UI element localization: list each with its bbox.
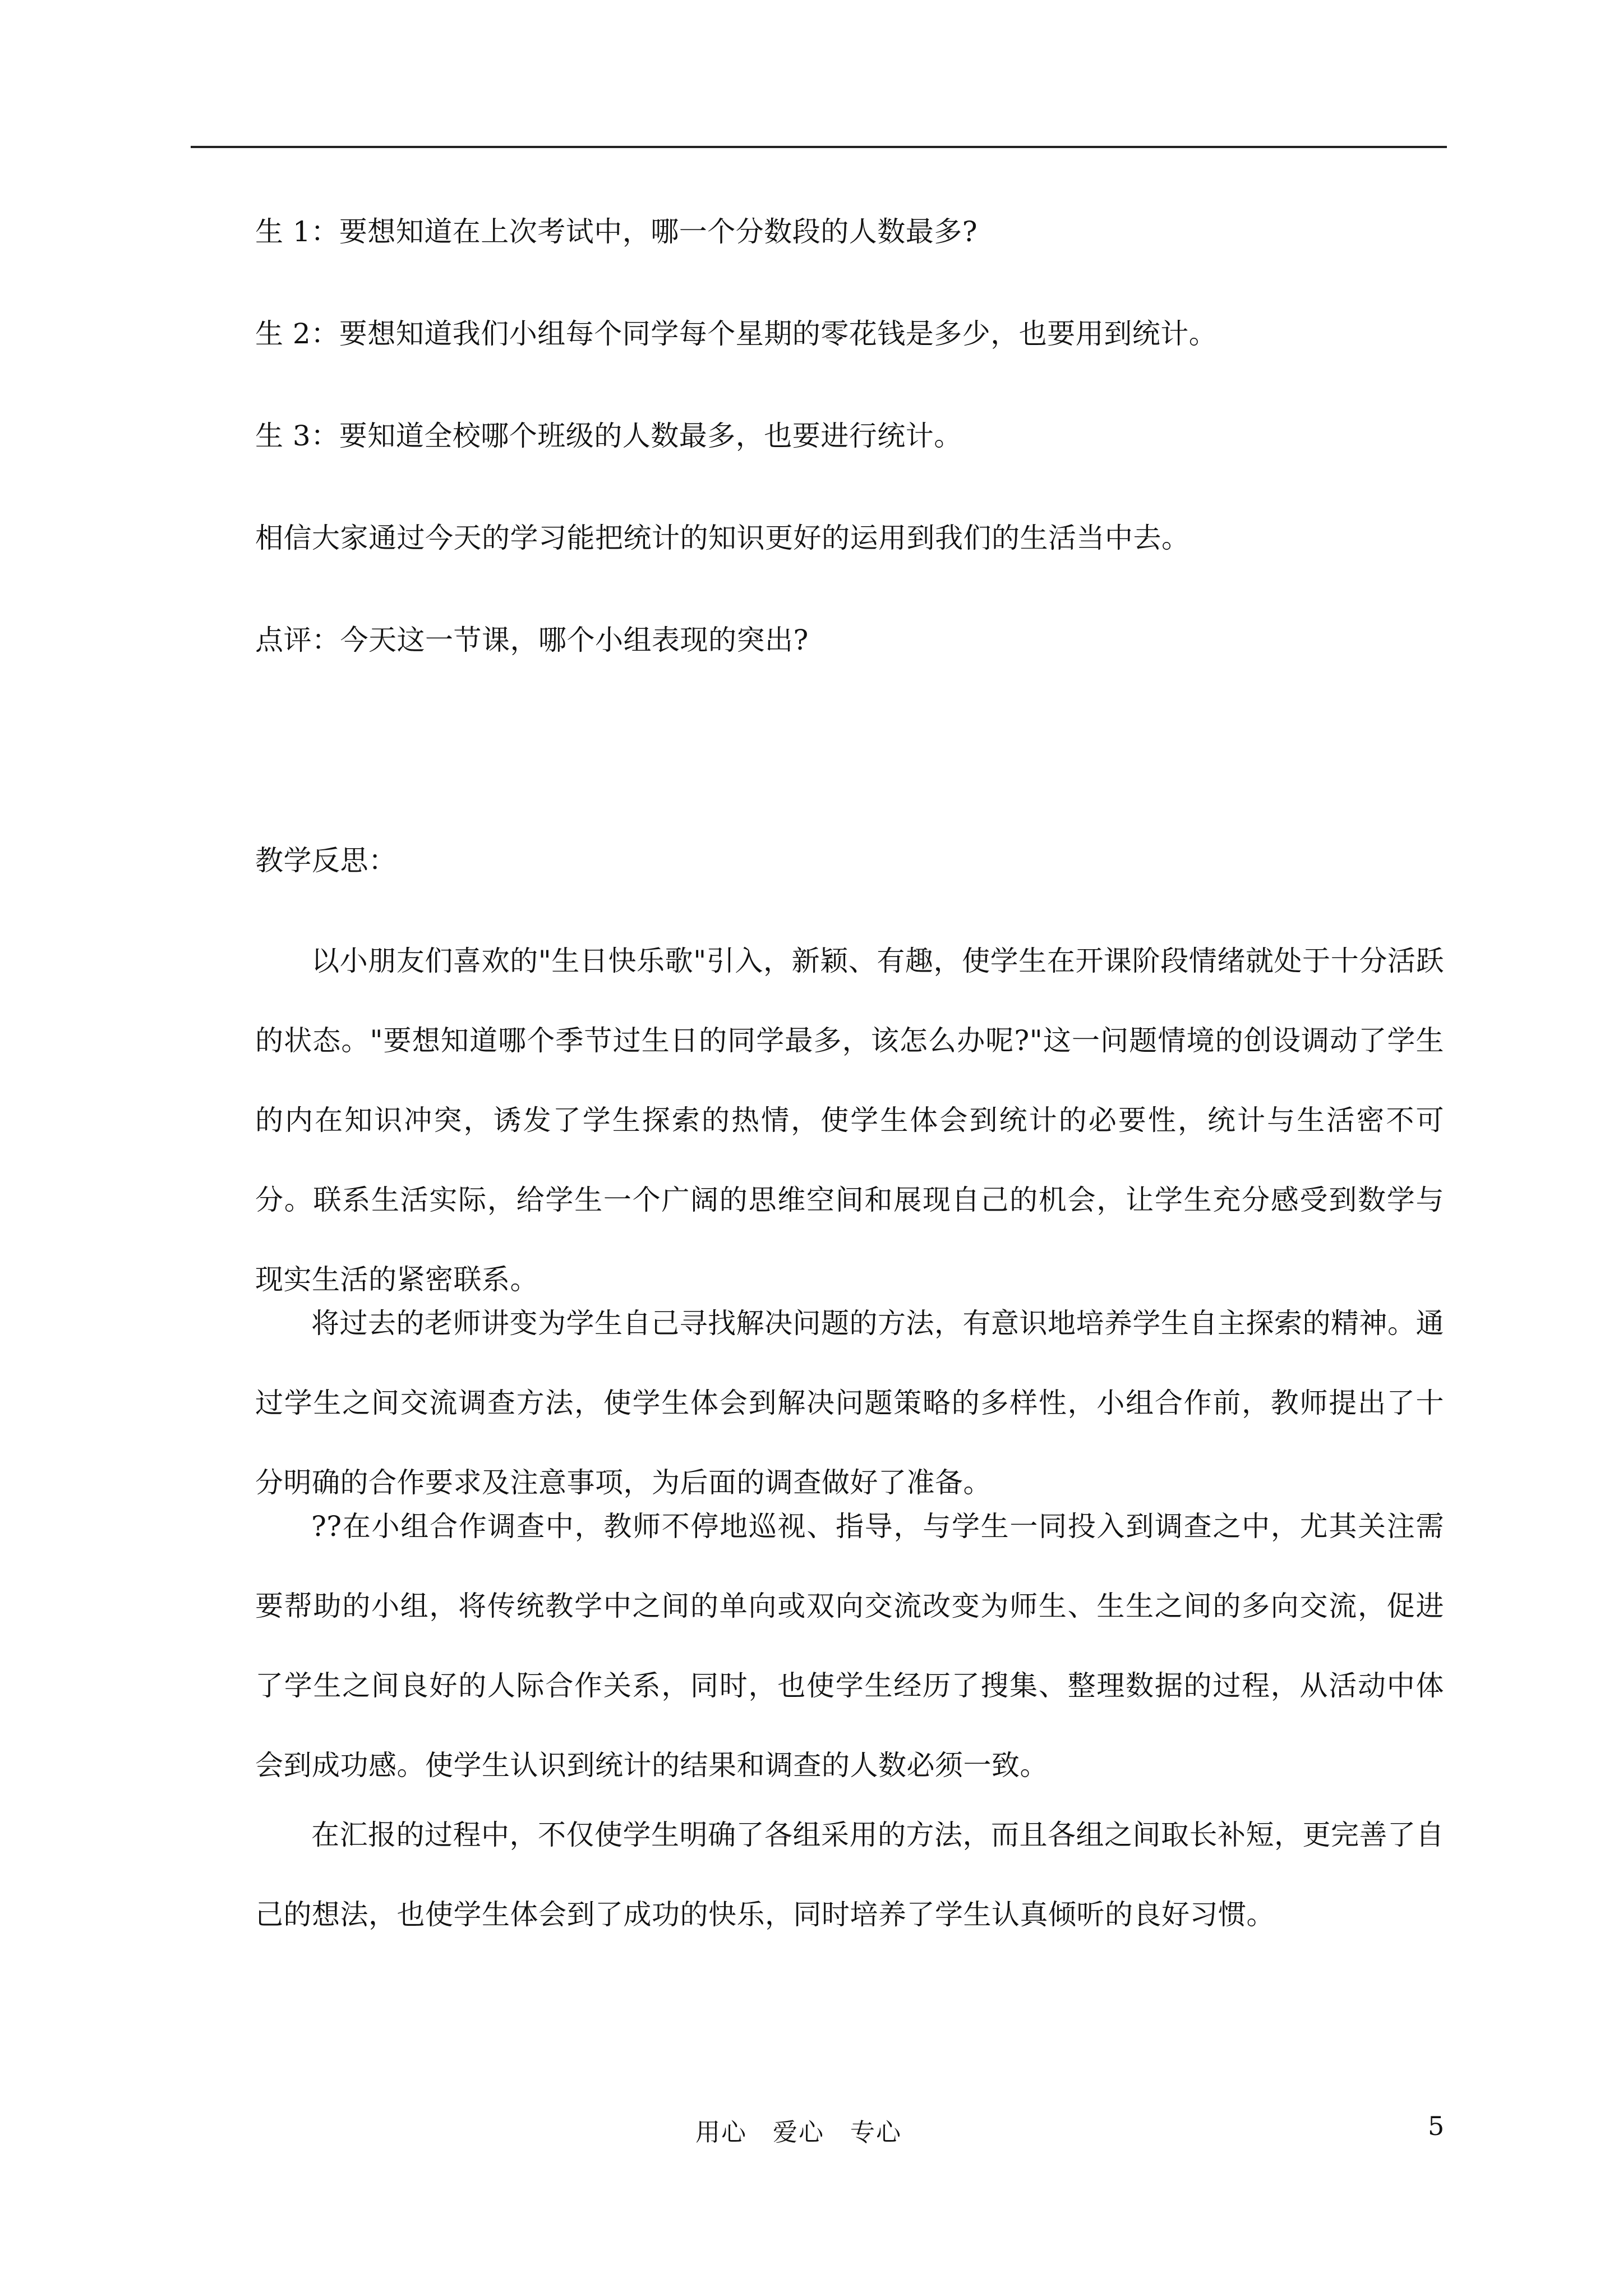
reflection-paragraph-2: 将过去的老师讲变为学生自己寻找解决问题的方法，有意识地培养学生自主探索的精神。通过学生之间交流调查方法，使学生体会到解决问题策略的多样性，小组合作前，教师提出了十分明确的合作要求及注意事项，为后面的调查做好了准备。 [255, 1307, 1444, 1499]
footer-motto: 用心 爱心 专心 [695, 2118, 902, 2147]
dialogue-line-1: 生 1：要想知道在上次考试中，哪一个分数段的人数最多? [255, 215, 978, 248]
reflection-paragraph-4: 在汇报的过程中，不仅使学生明确了各组采用的方法，而且各组之间取长补短，更完善了自己的想法，也使学生体会到了成功的快乐，同时培养了学生认真倾听的良好习惯。 [255, 1819, 1444, 1931]
header-rule [191, 146, 1447, 148]
dialogue-line-3: 生 3：要知道全校哪个班级的人数最多，也要进行统计。 [255, 420, 962, 452]
page-number: 5 [1428, 2111, 1445, 2141]
dialogue-line-2: 生 2：要想知道我们小组每个同学每个星期的零花钱是多少，也要用到统计。 [255, 318, 1218, 350]
reflection-paragraph-3: ??在小组合作调查中，教师不停地巡视、指导，与学生一同投入到调查之中，尤其关注需要帮助的小组，将传统教学中之间的单向或双向交流改变为师生、生生之间的多向交流，促进了学生之间良好的人际合作关系，同时，也使学生经历了搜集、整理数据的过程，从活动中体会到成功感。使学生认识到统计的结果和调查的人数必须一致。 [255, 1510, 1444, 1782]
reflection-heading: 教学反思： [255, 844, 397, 877]
reflection-paragraph-1: 以小朋友们喜欢的"生日快乐歌"引入，新颖、有趣，使学生在开课阶段情绪就处于十分活跃的状态。"要想知道哪个季节过生日的同学最多，该怎么办呢?"这一问题情境的创设调动了学生的内在知识冲突，诱发了学生探索的热情，使学生体会到统计的必要性，统计与生活密不可分。联系生活实际，给学生一个广阔的思维空间和展现自己的机会，让学生充分感受到数学与现实生活的紧密联系。 [255, 945, 1444, 1296]
summary-line: 相信大家通过今天的学习能把统计的知识更好的运用到我们的生活当中去。 [255, 522, 1190, 554]
comment-line: 点评：今天这一节课，哪个小组表现的突出? [255, 624, 809, 656]
